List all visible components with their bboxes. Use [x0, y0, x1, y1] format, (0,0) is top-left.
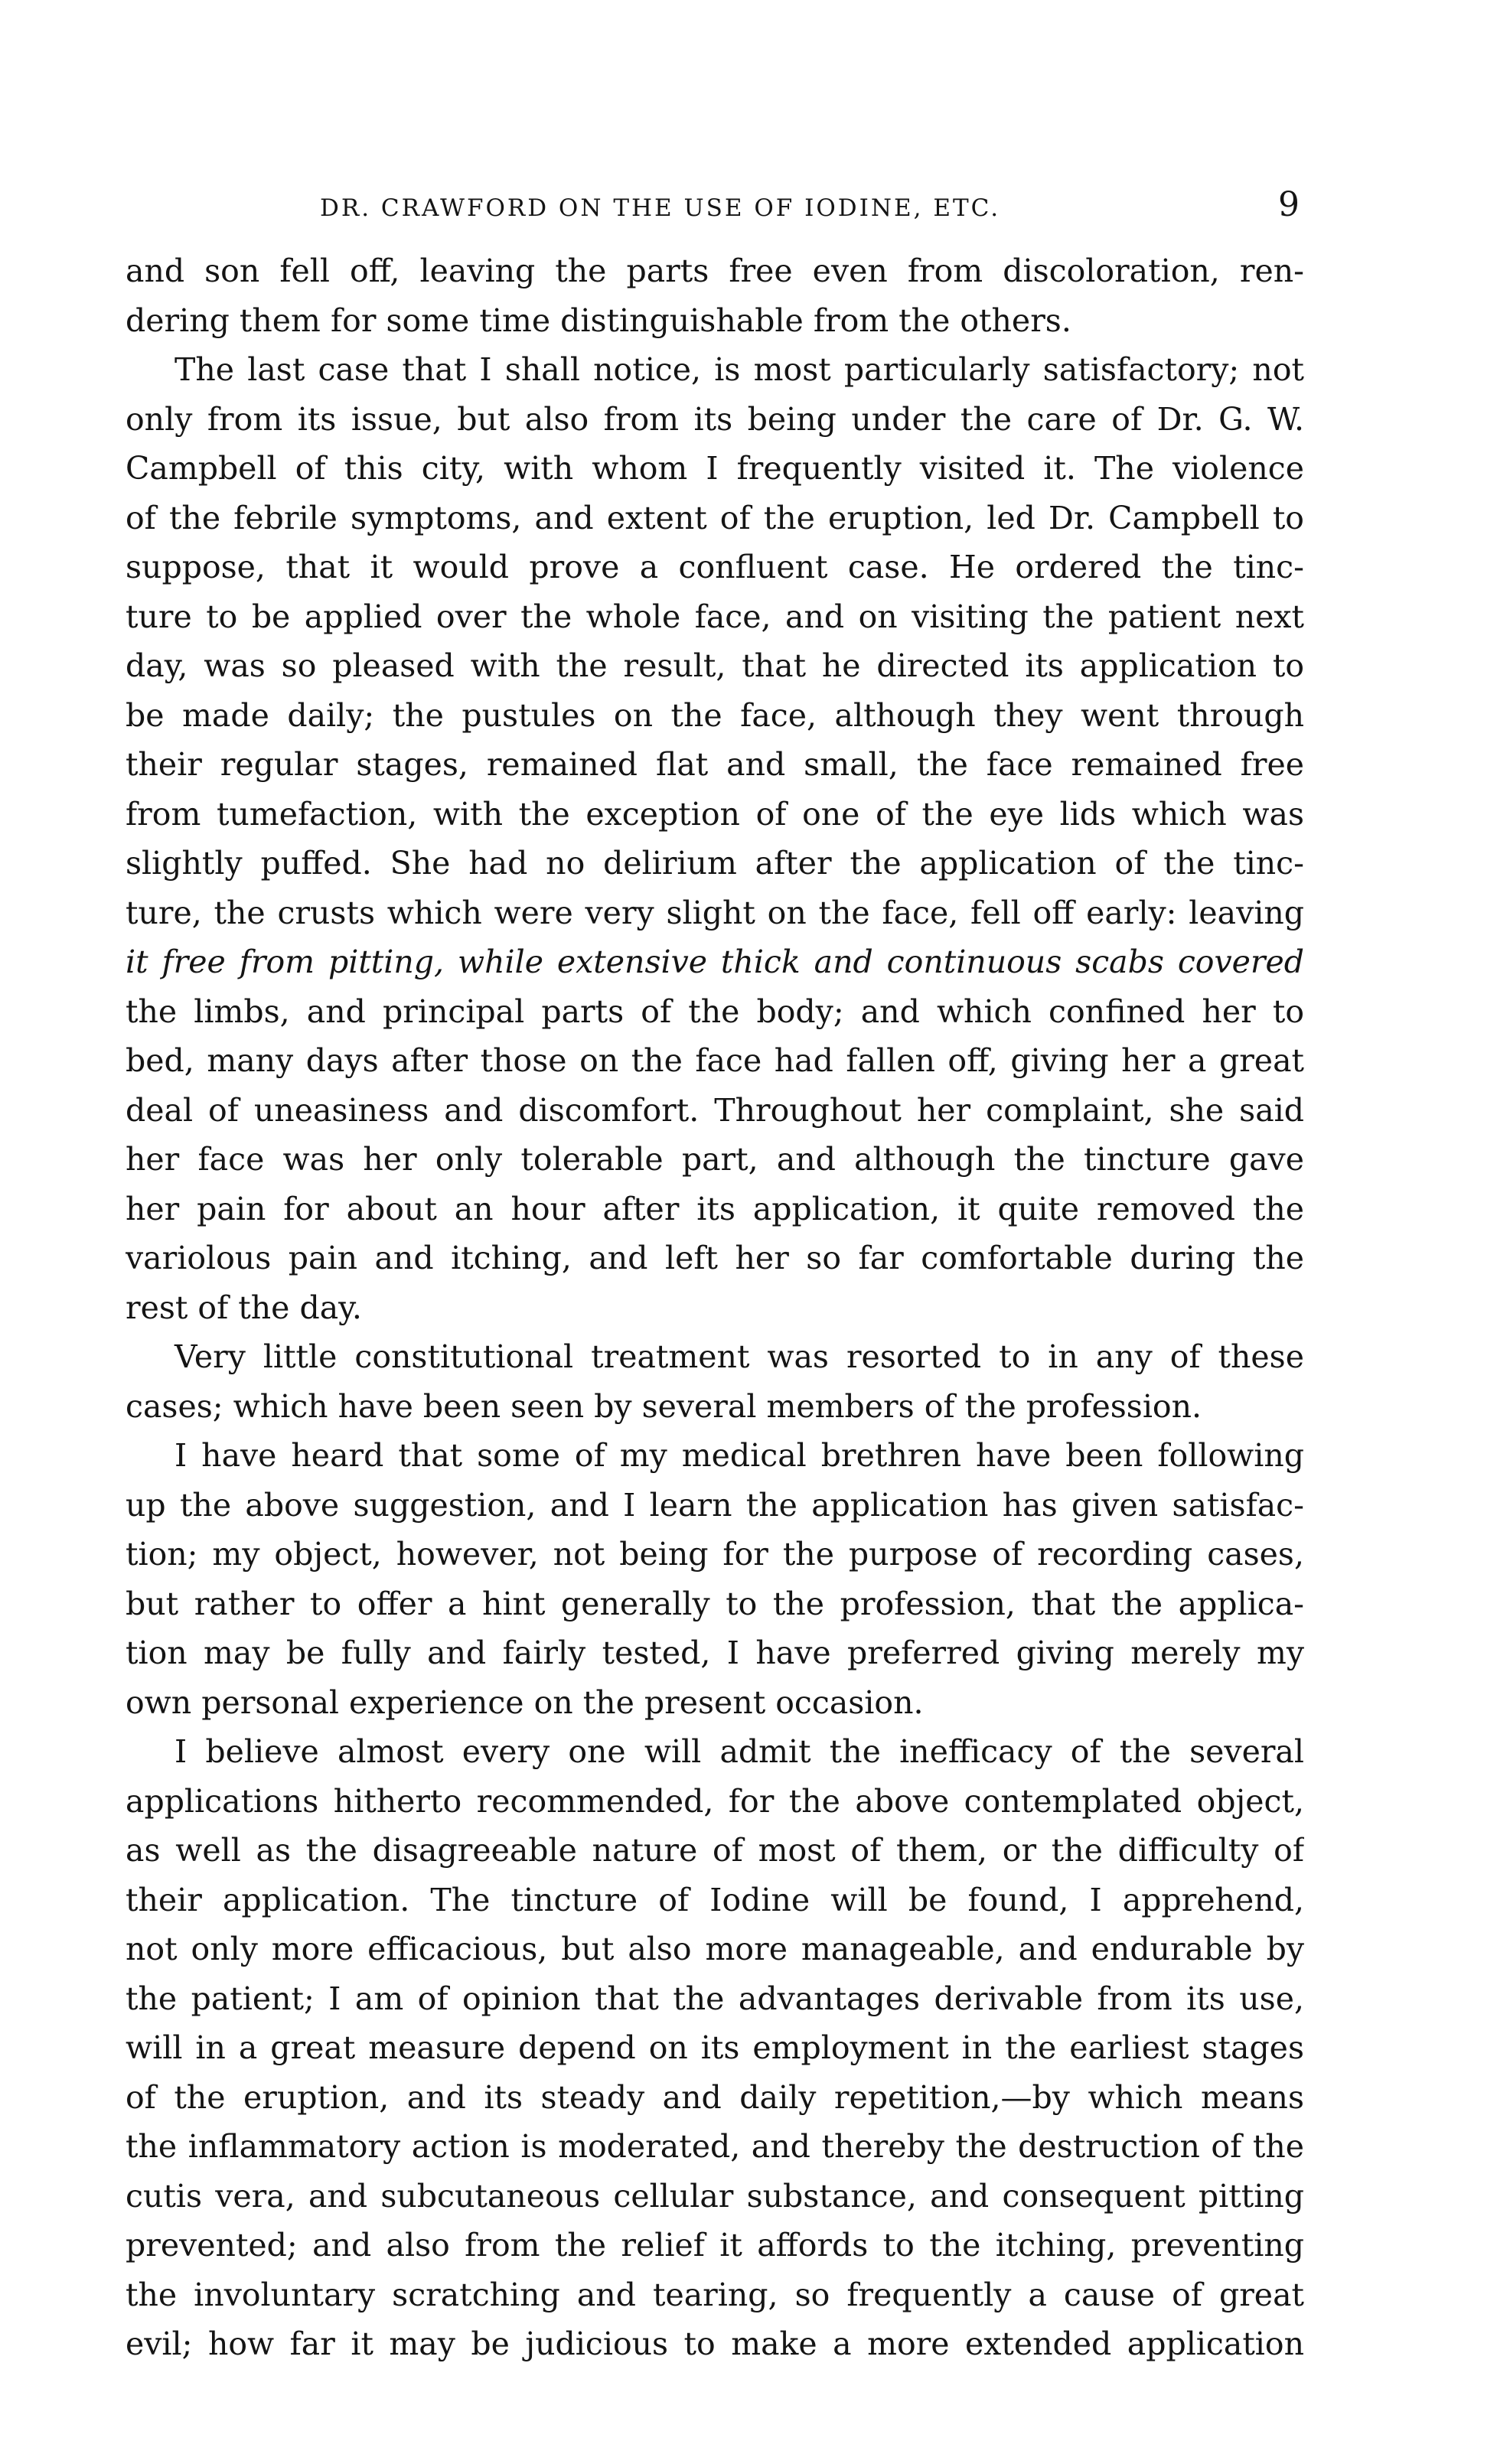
text-line: her face was her only tolerable part, and although the tincture gave — [126, 1141, 1304, 1178]
text-line: the inflammatory action is moderated, and thereby the destruction of the — [126, 2128, 1304, 2165]
text-line: cutis vera, and subcutaneous cellular substance, and consequent pitting — [126, 2177, 1304, 2215]
text-line: evil; how far it may be judicious to make a more extended application — [126, 2325, 1304, 2362]
text-line: I have heard that some of my medical brethren have been following — [174, 1437, 1304, 1474]
text-line: and son fell off, leaving the parts free even from discoloration, ren- — [126, 253, 1304, 289]
text-line: the involuntary scratching and tearing, so frequently a cause of great — [126, 2276, 1304, 2313]
text-line: Very little constitutional treatment was resorted to in any of these — [174, 1338, 1304, 1375]
text-line: of the eruption, and its steady and daily repetition,—by which means — [126, 2078, 1304, 2116]
text-line: The last case that I shall notice, is most particularly satisfactory; not — [174, 351, 1304, 388]
page-number: 9 — [1278, 185, 1300, 224]
text-line: ture, the crusts which were very slight on the face, fell off early: leaving — [126, 894, 1304, 931]
text-line: bed, many days after those on the face had fallen off, giving her a great — [126, 1042, 1304, 1079]
text-line: own personal experience on the present occasion. — [126, 1683, 924, 1721]
text-line: applications hitherto recommended, for the above contemplated object, — [126, 1782, 1304, 1820]
text-line: cases; which have been seen by several members of the profession. — [126, 1387, 1202, 1425]
text-line: dering them for some time distinguishable from the others. — [126, 301, 1071, 339]
text-line: prevented; and also from the relief it affords to the itching, preventing — [126, 2227, 1304, 2264]
text-line: not only more efficacious, but also more manageable, and endurable by — [126, 1931, 1304, 1967]
text-line: of the febrile symptoms, and extent of the eruption, led Dr. Campbell to — [126, 499, 1304, 536]
text-line: tion may be fully and fairly tested, I have preferred giving merely my — [126, 1635, 1304, 1671]
text-line: variolous pain and itching, and left her so far comfortable during the — [126, 1240, 1304, 1276]
text-line: up the above suggestion, and I learn the application has given satisfac- — [126, 1486, 1304, 1524]
text-line: their regular stages, remained flat and small, the face remained free — [126, 746, 1304, 783]
text-line: tion; my object, however, not being for the purpose of recording cases, — [126, 1536, 1304, 1573]
text-line: deal of uneasiness and discomfort. Throughout her complaint, she said — [126, 1091, 1304, 1129]
text-line: but rather to offer a hint generally to the profession, that the applica- — [126, 1585, 1304, 1622]
text-line: their application. The tincture of Iodine will be found, I apprehend, — [126, 1881, 1304, 1918]
text-line: rest of the day. — [126, 1289, 362, 1326]
text-line: from tumefaction, with the exception of one of the eye lids which was — [126, 795, 1304, 833]
text-line: ture to be applied over the whole face, and on visiting the patient next — [126, 598, 1304, 635]
text-line: it free from pitting, while extensive thick and continuous scabs covered — [126, 944, 1304, 980]
text-line: suppose, that it would prove a confluent case. He ordered the tinc- — [126, 549, 1304, 585]
text-line: the limbs, and principal parts of the body; and which confined her to — [126, 992, 1304, 1030]
text-line: slightly puffed. She had no delirium after the application of the tinc- — [126, 845, 1304, 882]
text-line: day, was so pleased with the result, that he directed its application to — [126, 647, 1304, 684]
running-header — [320, 185, 1300, 231]
text-line: her pain for about an hour after its application, it quite removed the — [126, 1190, 1304, 1227]
text-line: be made daily; the pustules on the face, although they went through — [126, 696, 1304, 734]
running-head-title: DR. CRAWFORD ON THE USE OF IODINE, ETC. — [320, 194, 1001, 222]
text-line: only from its issue, but also from its being under the care of Dr. G. W. — [126, 400, 1304, 438]
text-line: as well as the disagreeable nature of most of them, or the difficulty of — [126, 1832, 1304, 1869]
body-text — [126, 246, 1304, 2369]
text-line: the patient; I am of opinion that the advantages derivable from its use, — [126, 1980, 1304, 2017]
text-line: I believe almost every one will admit the inefficacy of the several — [174, 1733, 1304, 1770]
text-line: will in a great measure depend on its employment in the earliest stages — [126, 2029, 1304, 2066]
text-line: Campbell of this city, with whom I frequently visited it. The violence — [126, 450, 1304, 487]
